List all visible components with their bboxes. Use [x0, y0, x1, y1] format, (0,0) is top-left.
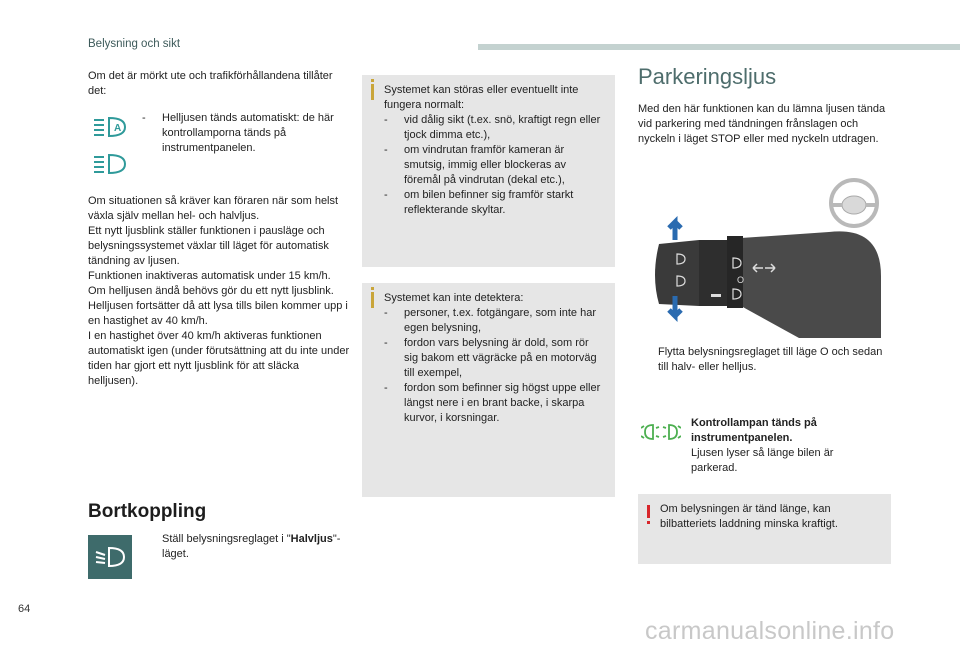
list-item: - personer, t.ex. fotgängare, som inte har egen belysning, [384, 307, 597, 334]
header-bar [478, 44, 960, 50]
lighting-stalk-illustration [649, 216, 881, 338]
paragraph-line: Ett nytt ljusblink ställer funktionen i pausläge och belysningssystemet växlar till läget för automatisk tändning av ljusen. [88, 225, 329, 267]
info-box-detect [362, 283, 615, 497]
svg-text:A: A [114, 123, 122, 134]
step-arrow-icon [638, 345, 658, 375]
info-box-disturb [362, 75, 615, 267]
auto-high-beam-icon [93, 115, 127, 139]
bortkoppling-title: Bortkoppling [88, 501, 207, 522]
watermark: carmanualsonline.info [645, 617, 895, 645]
paragraph-line: Om helljusen ändå behövs gör du ett nytt ljusblink. Helljusen fortsätter då att lysa tills bilen kommer upp i en hastighet av 40 km/h. [88, 285, 348, 327]
bullet-dash: - [142, 112, 146, 124]
low-beam-icon-box [88, 535, 132, 579]
box1-intro: Systemet kan störas eller eventuellt inte fungera normalt: [384, 84, 579, 111]
paragraph-line: I en hastighet över 40 km/h aktiveras funktionen automatiskt igen (under förutsättning att du inte under tiden har gjort ett nytt ljusblink för att släcka helljusen). [88, 330, 350, 387]
parkering-step-text: Flytta belysningsreglaget till läge O och sedan till halv- eller helljus. [658, 346, 883, 373]
parkering-title: Parkeringsljus [638, 64, 777, 89]
intro-text: Om det är mörkt ute och trafikförhållandena tillåter det: [88, 70, 333, 97]
step-arrow-icon [142, 532, 162, 562]
parkering-intro: Med den här funktionen kan du lämna ljusen tända vid parkering med tändningen frånslagen och nyckeln i läget STOP eller med nyckeln utdragen. [638, 103, 886, 145]
parking-lamp-icon [641, 422, 681, 442]
list-item: - fordon vars belysning är dold, som rör sig bakom ett vägräcke på en motorväg till exempel, [384, 337, 597, 379]
paragraph-line: Om situationen så kräver kan föraren när som helst växla själv mellan hel- och halvljus. [88, 195, 339, 222]
list-item: - om vindrutan framför kameran är smutsig, immig eller blockeras av föremål på vindrutan (dekal etc.), [384, 144, 566, 186]
section-header: Belysning och sikt [88, 38, 181, 50]
info-icon [371, 292, 374, 308]
parkering-step [638, 345, 888, 375]
warning-box [638, 494, 891, 564]
lamp-text: Ljusen lyser så länge bilen är parkerad. [691, 447, 834, 474]
warning-text: Om belysningen är tänd länge, kan bilbatteriets laddning minska kraftigt. [660, 503, 838, 530]
box2-intro: Systemet kan inte detektera: [384, 292, 524, 304]
lamp-title: Kontrollampan tänds på instrumentpanelen. [691, 417, 817, 444]
stalk-position-o: O [737, 275, 745, 285]
list-item: - fordon som befinner sig högst uppe eller längst nere i en brant backe, i skarpa kurvor, i korsningar. [384, 382, 601, 424]
auto-bullet [142, 111, 342, 156]
list-item: - om bilen befinner sig framför starkt reflekterande skyltar. [384, 189, 574, 216]
warning-icon [647, 505, 650, 518]
auto-bullet-text: Helljusen tänds automatiskt: de här kontrollamporna tänds på instrumentpanelen. [162, 112, 334, 154]
page-number: 64 [18, 603, 31, 615]
low-beam-icon [94, 546, 126, 568]
lamp-info [691, 416, 861, 476]
info-icon [371, 84, 374, 100]
high-beam-icon [93, 152, 127, 176]
bortkoppling-step [142, 532, 342, 562]
paragraph-line: Funktionen inaktiveras automatisk under 15 km/h. [88, 270, 331, 282]
main-paragraph [88, 194, 350, 389]
bortkoppling-text: Ställ belysningsreglaget i "Halvljus"-läget. [162, 533, 341, 560]
list-item: - vid dålig sikt (t.ex. snö, kraftigt regn eller tjock dimma etc.), [384, 114, 601, 141]
